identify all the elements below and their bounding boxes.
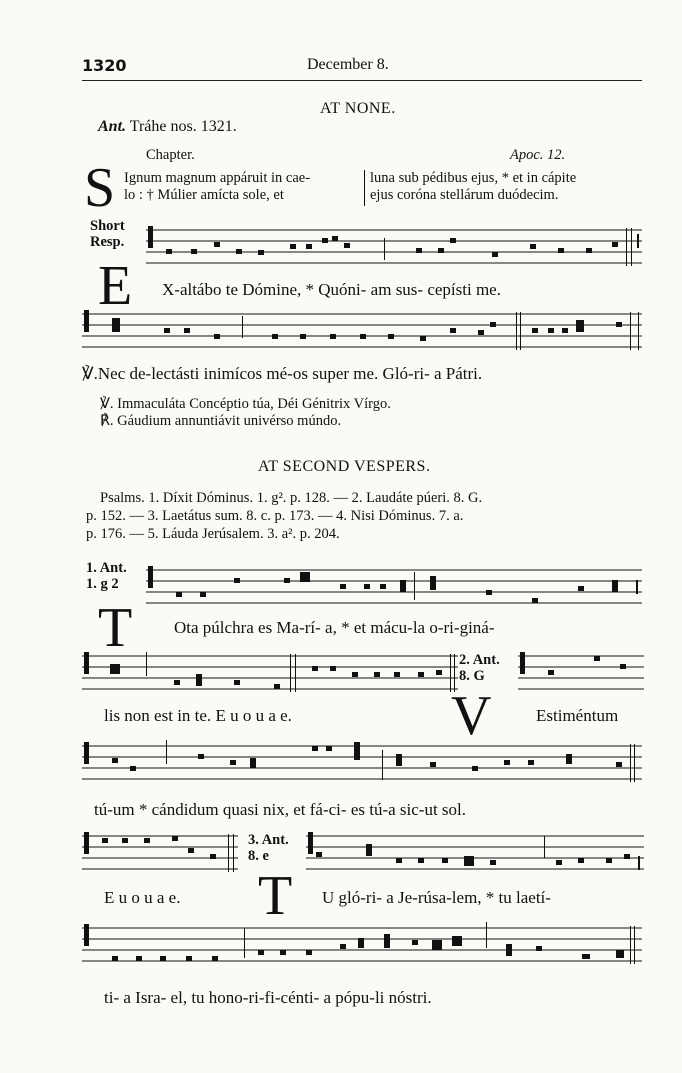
music-staff <box>306 828 648 878</box>
antiphon-2-lyrics: tú-um * cándidum quasi nix, et fá-ci- es tú-a sic-ut sol. <box>94 800 467 819</box>
column-divider <box>364 170 365 206</box>
response-initial: E <box>98 255 133 317</box>
antiphon-3-label: 3. Ant. 8. e <box>248 832 289 864</box>
versicle-lyrics: ℣.Nec de-lectásti inimícos mé-os super me. Gló-ri- a Pátri. <box>82 364 483 383</box>
antiphon-2-lyrics: Estiméntum <box>536 706 619 725</box>
chapter-left-column <box>124 170 310 204</box>
chapter-initial: S <box>84 157 116 219</box>
chapter-reference: Apoc. 12. <box>510 147 566 163</box>
page-number: 1320 <box>82 56 127 75</box>
antiphon-2-initial: V <box>451 685 492 747</box>
music-staff <box>82 648 462 698</box>
chapter-right-column <box>370 170 576 204</box>
antiphon-2-label: 2. Ant. 8. G <box>459 652 500 684</box>
response-line: ℟. Gáudium annuntiávit univérso múndo. <box>100 413 342 429</box>
chapter-left-line: lo : † Múlier amícta sole, et <box>124 187 284 203</box>
antiphon-1-lyrics: Ota púlchra es Ma-rí- a, * et mácu-la o-ri-giná- <box>174 618 495 637</box>
music-staff <box>146 222 646 272</box>
antiphon-1-initial: T <box>98 597 133 659</box>
antiphon-3-lyrics: ti- a Isra- el, tu hono-ri-fi-cénti- a pópu-li nóstri. <box>104 988 432 1007</box>
music-staff <box>82 738 647 788</box>
antiphon-2-euouae: E u o u a e. <box>104 888 181 907</box>
music-staff <box>82 306 647 356</box>
section-title-none: AT NONE. <box>320 100 396 117</box>
versicle-line: ℣. Immaculáta Concéptio túa, Déi Génitrix Vírgo. <box>100 396 391 412</box>
antiphon-3-initial: T <box>258 865 293 927</box>
antiphon-1-lyrics: lis non est in te. E u o u a e. <box>104 706 292 725</box>
antiphon-ref: Tráhe nos. 1321. <box>129 118 237 135</box>
music-staff <box>82 828 242 878</box>
psalms-line: p. 176. — 5. Láuda Jerúsalem. 3. a². p. 204. <box>86 526 340 542</box>
short-resp-label: Short Resp. <box>90 218 125 250</box>
chapter-left-line: Ignum magnum appáruit in cae- <box>124 170 311 186</box>
antiphon-1-label: 1. Ant. 1. g 2 <box>86 560 127 592</box>
page-date-header: December 8. <box>307 56 389 73</box>
chapter-right-line: luna sub pédibus ejus, * et in cápite <box>370 170 577 186</box>
music-staff <box>82 920 647 976</box>
chapter-label: Chapter. <box>146 147 195 163</box>
section-title-vespers: AT SECOND VESPERS. <box>258 458 431 475</box>
none-antiphon <box>98 118 237 136</box>
antiphon-label: Ant. <box>98 118 127 135</box>
music-staff <box>146 562 646 612</box>
header-rule <box>82 80 642 81</box>
music-staff <box>518 648 648 698</box>
response-lyrics: X-altábo te Dómine, * Quóni- am sus- cepísti me. <box>162 280 501 299</box>
antiphon-3-lyrics: U gló-ri- a Je-rúsa-lem, * tu laetí- <box>322 888 551 907</box>
psalms-line: Psalms. 1. Díxit Dóminus. 1. g². p. 128. — 2. Laudáte púeri. 8. G. <box>100 490 483 506</box>
chapter-right-line: ejus coróna stellárum duódecim. <box>370 187 559 203</box>
psalms-line: p. 152. — 3. Laetátus sum. 8. c. p. 173. — 4. Nisi Dóminus. 7. a. <box>86 508 464 524</box>
